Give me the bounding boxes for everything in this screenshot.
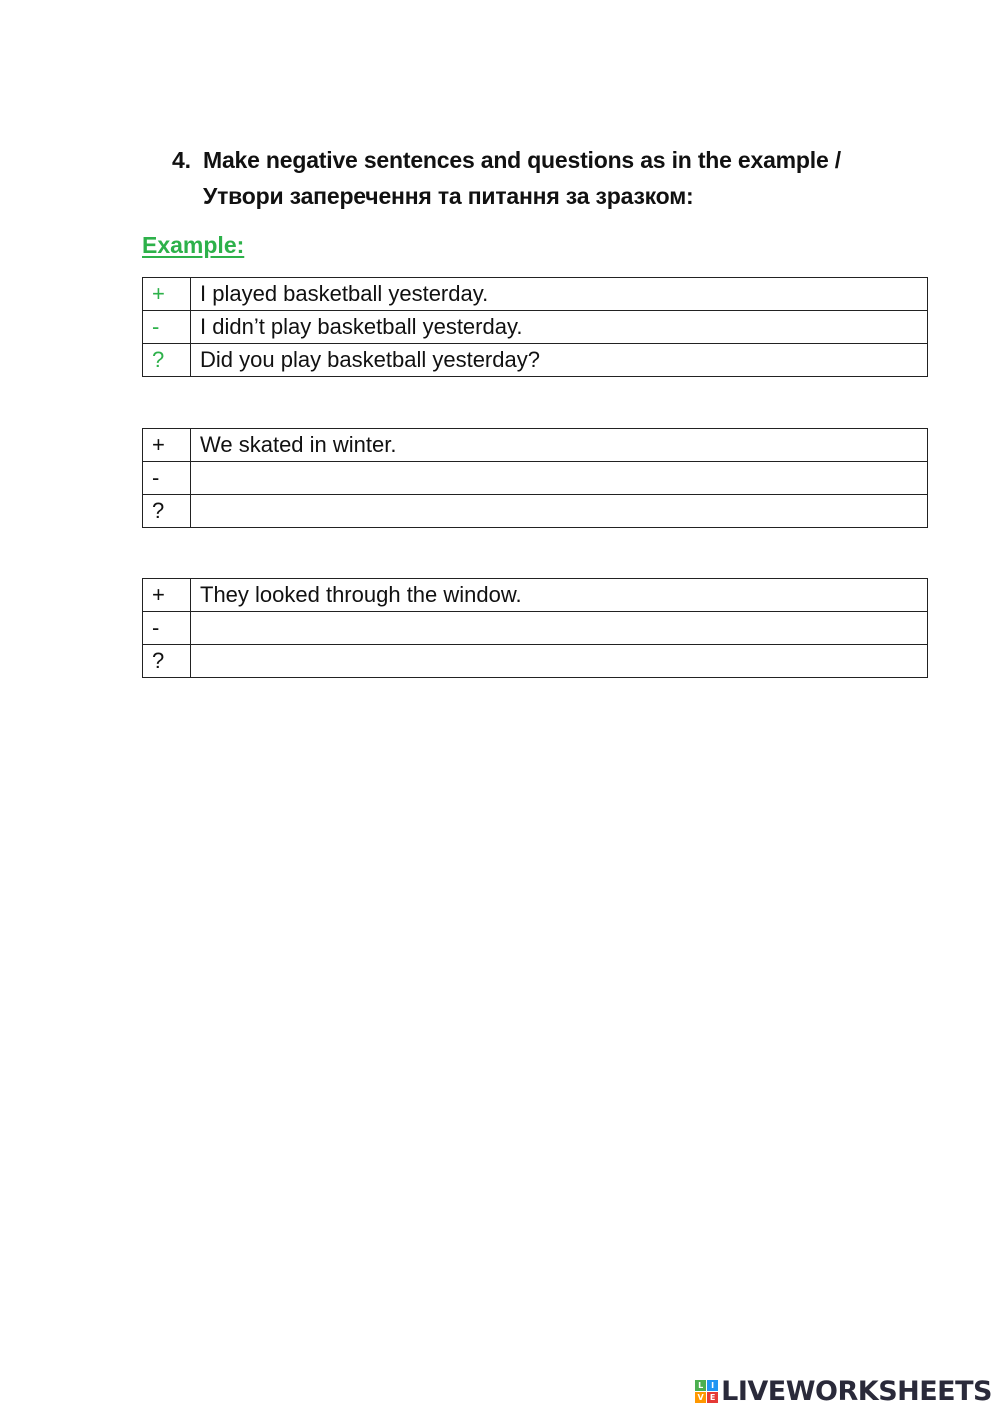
table-row [143,579,928,612]
table-row [143,311,928,344]
sign-question: ? [143,344,191,377]
sign-negative: - [143,311,191,344]
brand-name: LIVEWORKSHEETS [721,1376,992,1407]
example-table [142,277,928,377]
logo-tile: L [695,1380,706,1391]
logo-tile: E [707,1392,718,1403]
liveworksheets-brand [695,1376,992,1407]
sentence-cell: I played basketball yesterday. [191,278,928,311]
logo-tile: I [707,1380,718,1391]
task-heading [172,142,932,214]
sign-affirmative: + [143,579,191,612]
example-label: Example: [142,232,245,258]
sign-affirmative: + [143,429,191,462]
table-row [143,344,928,377]
logo-tile: V [695,1392,706,1403]
sign-negative: - [143,462,191,495]
liveworksheets-logo-icon [695,1380,718,1403]
sign-affirmative: + [143,278,191,311]
task-number: 4. [172,147,191,173]
answer-field-question[interactable] [191,495,928,528]
task-instructions [203,142,932,214]
sign-negative: - [143,612,191,645]
answer-field-negative[interactable] [191,612,928,645]
answer-field-negative[interactable] [191,462,928,495]
table-row [143,462,928,495]
table-row [143,612,928,645]
sentence-cell: They looked through the window. [191,579,928,612]
exercise-table-2 [142,578,928,678]
table-row [143,645,928,678]
task-instruction-english: Make negative sentences and questions as in the example / [203,147,841,173]
sentence-cell: Did you play basketball yesterday? [191,344,928,377]
task-instruction-ukrainian: Утвори заперечення та питання за зразком: [203,183,694,209]
sign-question: ? [143,495,191,528]
sentence-cell: We skated in winter. [191,429,928,462]
table-row [143,429,928,462]
table-row [143,278,928,311]
answer-field-question[interactable] [191,645,928,678]
table-row [143,495,928,528]
sentence-cell: I didn’t play basketball yesterday. [191,311,928,344]
sign-question: ? [143,645,191,678]
exercise-table-1 [142,428,928,528]
